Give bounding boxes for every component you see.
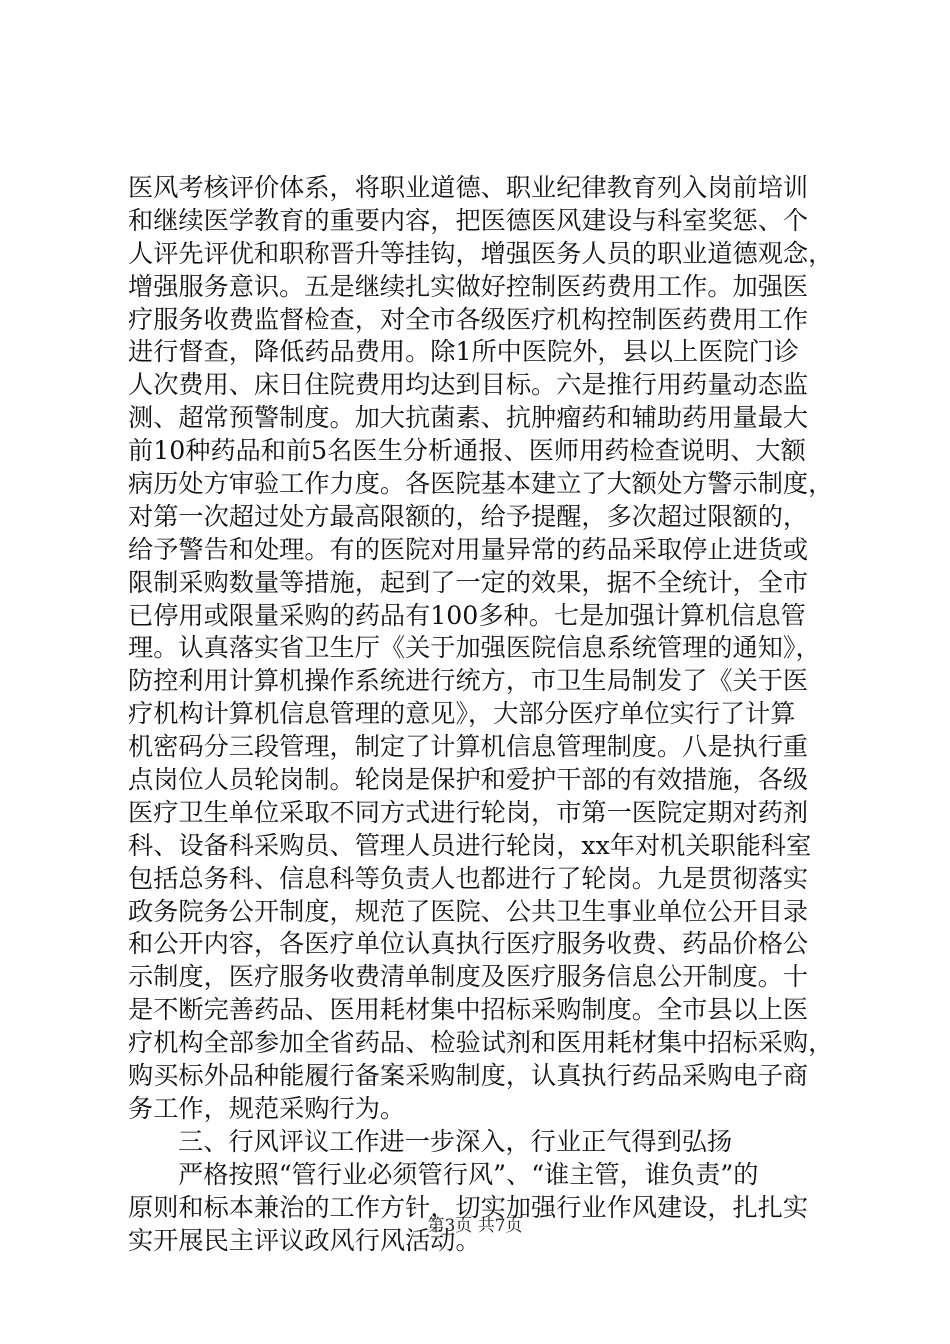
body-line-6: 进行督查，降低药品费用。除1所中医院外，县以上医院门诊 [128, 337, 799, 367]
closing-line-3: 实开展民主评议政风行风活动。 [128, 1225, 481, 1255]
closing-line-1: 严格按照“管行业必须管行风”、“谁主管，谁负责”的 [178, 1159, 759, 1189]
body-line-2: 和继续医学教育的重要内容，把医德医风建设与科室奖惩、个 [128, 205, 809, 235]
body-line-7: 人次费用、床日住院费用均达到目标。六是推行用药量动态监 [128, 370, 809, 400]
body-line-27: 疗机构全部参加全省药品、检验试剂和医用耗材集中招标采购， [128, 1028, 834, 1058]
page-number-label: 第3页 共7页 [427, 1216, 523, 1236]
body-line-24: 和公开内容，各医疗单位认真执行医疗服务收费、药品价格公 [128, 929, 809, 959]
body-line-23: 政务院务公开制度，规范了医院、公共卫生事业单位公开目录 [128, 896, 809, 926]
page-footer [0, 1215, 950, 1237]
body-line-13: 限制采购数量等措施，起到了一定的效果，据不全统计，全市 [128, 567, 809, 597]
body-line-19: 点岗位人员轮岗制。轮岗是保护和爱护干部的有效措施，各级 [128, 765, 809, 795]
body-line-25: 示制度，医疗服务收费清单制度及医疗服务信息公开制度。十 [128, 962, 809, 992]
body-line-5: 疗服务收费监督检查，对全市各级医疗机构控制医药费用工作 [128, 304, 809, 334]
body-line-22: 包括总务科、信息科等负责人也都进行了轮岗。九是贯彻落实 [128, 863, 809, 893]
body-line-21: 科、设备科采购员、管理人员进行轮岗，xx年对机关职能科室 [128, 830, 812, 860]
body-line-4: 增强服务意识。五是继续扎实做好控制医药费用工作。加强医 [128, 271, 809, 301]
body-line-10: 病历处方审验工作力度。各医院基本建立了大额处方警示制度， [128, 469, 834, 499]
body-line-17: 疗机构计算机信息管理的意见》，大部分医疗单位实行了计算 [128, 699, 796, 729]
body-line-26: 是不断完善药品、医用耗材集中招标采购制度。全市县以上医 [128, 995, 809, 1025]
body-line-28: 购买标外品种能履行备案采购制度，认真执行药品采购电子商 [128, 1061, 809, 1091]
body-line-15: 理。认真落实省卫生厅《关于加强医院信息系统管理的通知》， [128, 633, 821, 663]
body-line-20: 医疗卫生单位采取不同方式进行轮岗，市第一医院定期对药剂 [128, 797, 809, 827]
body-line-8: 测、超常预警制度。加大抗菌素、抗肿瘤药和辅助药用量最大 [128, 403, 809, 433]
body-line-12: 给予警告和处理。有的医院对用量异常的药品采取停止进货或 [128, 534, 809, 564]
body-line-29: 务工作，规范采购行为。 [128, 1093, 406, 1123]
document-body [128, 172, 848, 1257]
body-line-14: 已停用或限量采购的药品有100多种。七是加强计算机信息管 [128, 600, 806, 630]
body-line-9: 前10种药品和前5名医生分析通报、医师用药检查说明、大额 [128, 436, 806, 466]
body-line-16: 防控利用计算机操作系统进行统方，市卫生局制发了《关于医 [128, 666, 809, 696]
body-line-18: 机密码分三段管理，制定了计算机信息管理制度。八是执行重 [128, 732, 809, 762]
closing-line-2: 原则和标本兼治的工作方针，切实加强行业作风建设，扎扎实 [128, 1192, 809, 1222]
body-line-1: 医风考核评价体系，将职业道德、职业纪律教育列入岗前培训 [128, 173, 809, 202]
body-line-11: 对第一次超过处方最高限额的，给予提醒，多次超过限额的， [128, 501, 809, 531]
section-heading: 三、行风评议工作进一步深入，行业正气得到弘扬 [178, 1126, 733, 1156]
body-line-3: 人评先评优和职称晋升等挂钩，增强医务人员的职业道德观念， [128, 238, 834, 268]
